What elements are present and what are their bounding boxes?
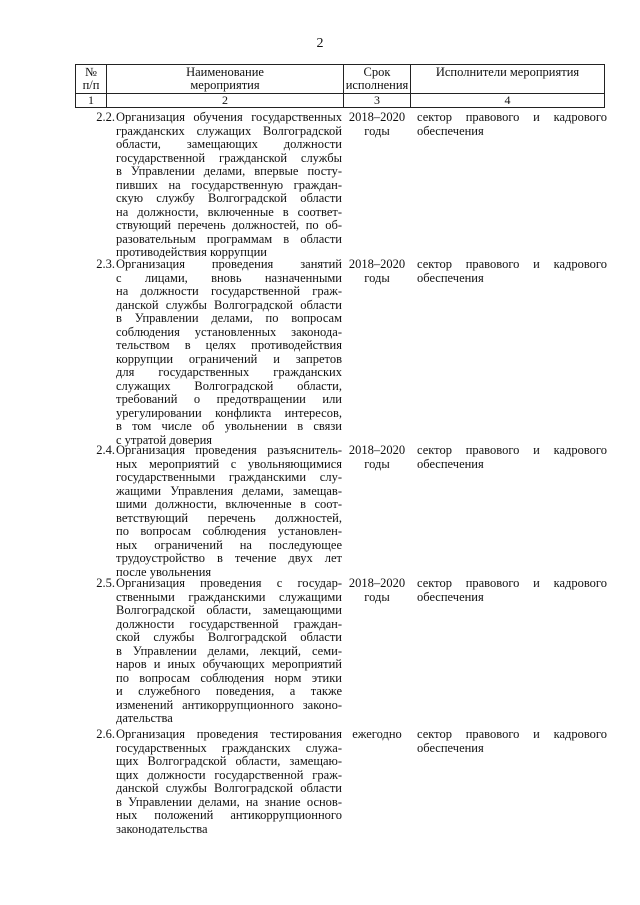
name-line: тельством в целях противодействия xyxy=(116,338,342,352)
exec-line: сектор правового и кадрового xyxy=(417,727,607,741)
name-line: ствующий перечень должностей, по об- xyxy=(116,218,342,232)
exec-line: обеспечения xyxy=(417,456,484,471)
name-line: для государственных гражданских xyxy=(116,365,342,379)
name-line: Организация проведения с государ- xyxy=(116,576,342,590)
name-line: с утратой доверия xyxy=(116,432,213,447)
name-line: жащими Управления делами, замещав- xyxy=(116,483,342,498)
header-name-line: Наименование xyxy=(186,65,264,79)
row-executors xyxy=(417,728,607,755)
row-number: 2.4. xyxy=(96,443,115,457)
row-term xyxy=(343,577,411,604)
exec-line: обеспечения xyxy=(417,123,484,138)
term-line: ежегодно xyxy=(352,727,402,741)
term-line: годы xyxy=(364,270,390,285)
term-line: годы xyxy=(364,456,390,471)
name-line: на должности, включенные в соответ- xyxy=(116,204,342,219)
header-number-line: № xyxy=(85,65,97,79)
name-line: урегулировании конфликта интересов, xyxy=(116,405,342,420)
name-line: данской службы Волгоградской области xyxy=(116,781,342,795)
name-line: государственными гражданскими слу- xyxy=(116,470,342,484)
name-line: ветствующий перечень должностей, xyxy=(116,510,342,525)
name-line: ных мероприятий с увольняющимися xyxy=(116,456,342,471)
header-term-line: исполнения xyxy=(345,78,409,92)
header-term-line: Срок xyxy=(363,65,391,79)
name-line: ской службы Волгоградской области xyxy=(116,630,342,644)
name-line: коррупции ограничений и запретов xyxy=(116,351,342,366)
name-line: разовательным программам в области xyxy=(116,231,342,246)
name-line: законодательства xyxy=(116,821,208,836)
name-line: и служебного поведения, а также xyxy=(116,684,342,698)
name-line: щих должности государственной граж- xyxy=(116,767,342,782)
row-executors xyxy=(417,111,607,138)
name-line: Организация проведения тестирования xyxy=(116,727,342,741)
column-number: 1 xyxy=(76,94,107,107)
header-number xyxy=(76,65,107,93)
name-line: на должности государственной граж- xyxy=(116,284,342,298)
name-line: дательства xyxy=(116,711,173,725)
exec-line: сектор правового и кадрового xyxy=(417,257,607,271)
term-line: 2018–2020 xyxy=(348,576,406,590)
row-term xyxy=(343,258,411,285)
term-line: годы xyxy=(364,123,390,138)
column-numbers-row xyxy=(75,93,605,108)
name-line: по вопросам соблюдения установлен- xyxy=(116,524,342,538)
name-line: шими должности, включенные в соот- xyxy=(116,497,342,511)
name-line: государственной гражданской службы xyxy=(116,150,342,165)
row-term xyxy=(343,111,411,138)
exec-line: обеспечения xyxy=(417,589,484,604)
exec-line: обеспечения xyxy=(417,270,484,285)
name-line: области, замещающих должности xyxy=(116,137,342,151)
name-line: наров и иных обучающих мероприятий xyxy=(116,657,342,671)
exec-line: сектор правового и кадрового xyxy=(417,576,607,590)
term-line: 2018–2020 xyxy=(348,110,406,124)
row-name xyxy=(116,111,342,260)
exec-line: сектор правового и кадрового xyxy=(417,110,607,124)
name-line: изменений антикоррупционного законо- xyxy=(116,697,342,712)
name-line: в том числе об увольнении в связи xyxy=(116,419,342,433)
term-line: 2018–2020 xyxy=(348,443,406,457)
measures-table xyxy=(75,64,605,108)
row-number: 2.5. xyxy=(96,576,115,590)
column-number: 3 xyxy=(344,94,411,107)
name-line: в Управлении делами, по вопросам xyxy=(116,311,342,325)
name-line: должности государственной граждан- xyxy=(116,616,342,631)
name-line: с лицами, вновь назначенными xyxy=(116,270,342,285)
name-line: после увольнения xyxy=(116,564,212,579)
name-line: Организация проведения разъяснитель- xyxy=(116,443,342,457)
name-line: требований о предотвращении или xyxy=(116,392,342,406)
name-line: в Управлении делами, на знание основ- xyxy=(116,794,342,809)
header-term xyxy=(344,65,411,93)
name-line: по вопросам соблюдения норм этики xyxy=(116,670,342,685)
name-line: данской службы Волгоградской области xyxy=(116,297,342,312)
term-line: 2018–2020 xyxy=(348,257,406,271)
name-line: пивших на государственную граждан- xyxy=(116,177,342,192)
name-line: служащих Волгоградской области, xyxy=(116,378,342,393)
name-line: в Управлении делами, впервые посту- xyxy=(116,164,342,178)
exec-line: сектор правового и кадрового xyxy=(417,443,607,457)
row-term xyxy=(343,444,411,471)
row-number: 2.3. xyxy=(96,257,115,271)
row-name xyxy=(116,577,342,726)
name-line: щих Волгоградской области, замещаю- xyxy=(116,754,342,768)
header-number-line: п/п xyxy=(82,78,100,92)
exec-line: обеспечения xyxy=(417,740,484,755)
table-header xyxy=(75,64,605,93)
row-number: 2.2. xyxy=(96,110,115,124)
name-line: скую службу Волгоградской области xyxy=(116,191,342,205)
row-term xyxy=(343,728,411,742)
name-line: гражданских служащих Волгоградской xyxy=(116,123,342,138)
header-name xyxy=(107,65,344,93)
page-number: 2 xyxy=(316,36,324,51)
name-line: ных ограничений на последующее xyxy=(116,537,342,552)
header-executors-line: Исполнители мероприятия xyxy=(435,65,580,79)
name-line: Волгоградской области, замещающими xyxy=(116,603,342,617)
name-line: соблюдения установленных законода- xyxy=(116,324,342,339)
header-executors xyxy=(411,65,604,93)
row-name xyxy=(116,258,342,447)
row-name xyxy=(116,728,342,836)
name-line: в Управлении делами, лекций, семи- xyxy=(116,643,342,658)
name-line: ственными гражданскими служащими xyxy=(116,589,342,604)
name-line: государственных гражданских служа- xyxy=(116,740,342,755)
column-number: 4 xyxy=(504,93,511,107)
name-line: ных положений антикоррупционного xyxy=(116,808,342,822)
name-line: Организация обучения государственных xyxy=(116,110,342,124)
row-executors xyxy=(417,577,607,604)
name-line: трудоустройство в течение двух лет xyxy=(116,551,342,565)
row-number: 2.6. xyxy=(96,727,115,741)
term-line: годы xyxy=(364,589,390,604)
name-line: противодействия коррупции xyxy=(116,245,267,259)
name-line: Организация проведения занятий xyxy=(116,257,342,271)
row-name xyxy=(116,444,342,579)
row-executors xyxy=(417,444,607,471)
column-number: 2 xyxy=(107,94,344,107)
row-executors xyxy=(417,258,607,285)
header-name-line: мероприятия xyxy=(190,78,260,92)
